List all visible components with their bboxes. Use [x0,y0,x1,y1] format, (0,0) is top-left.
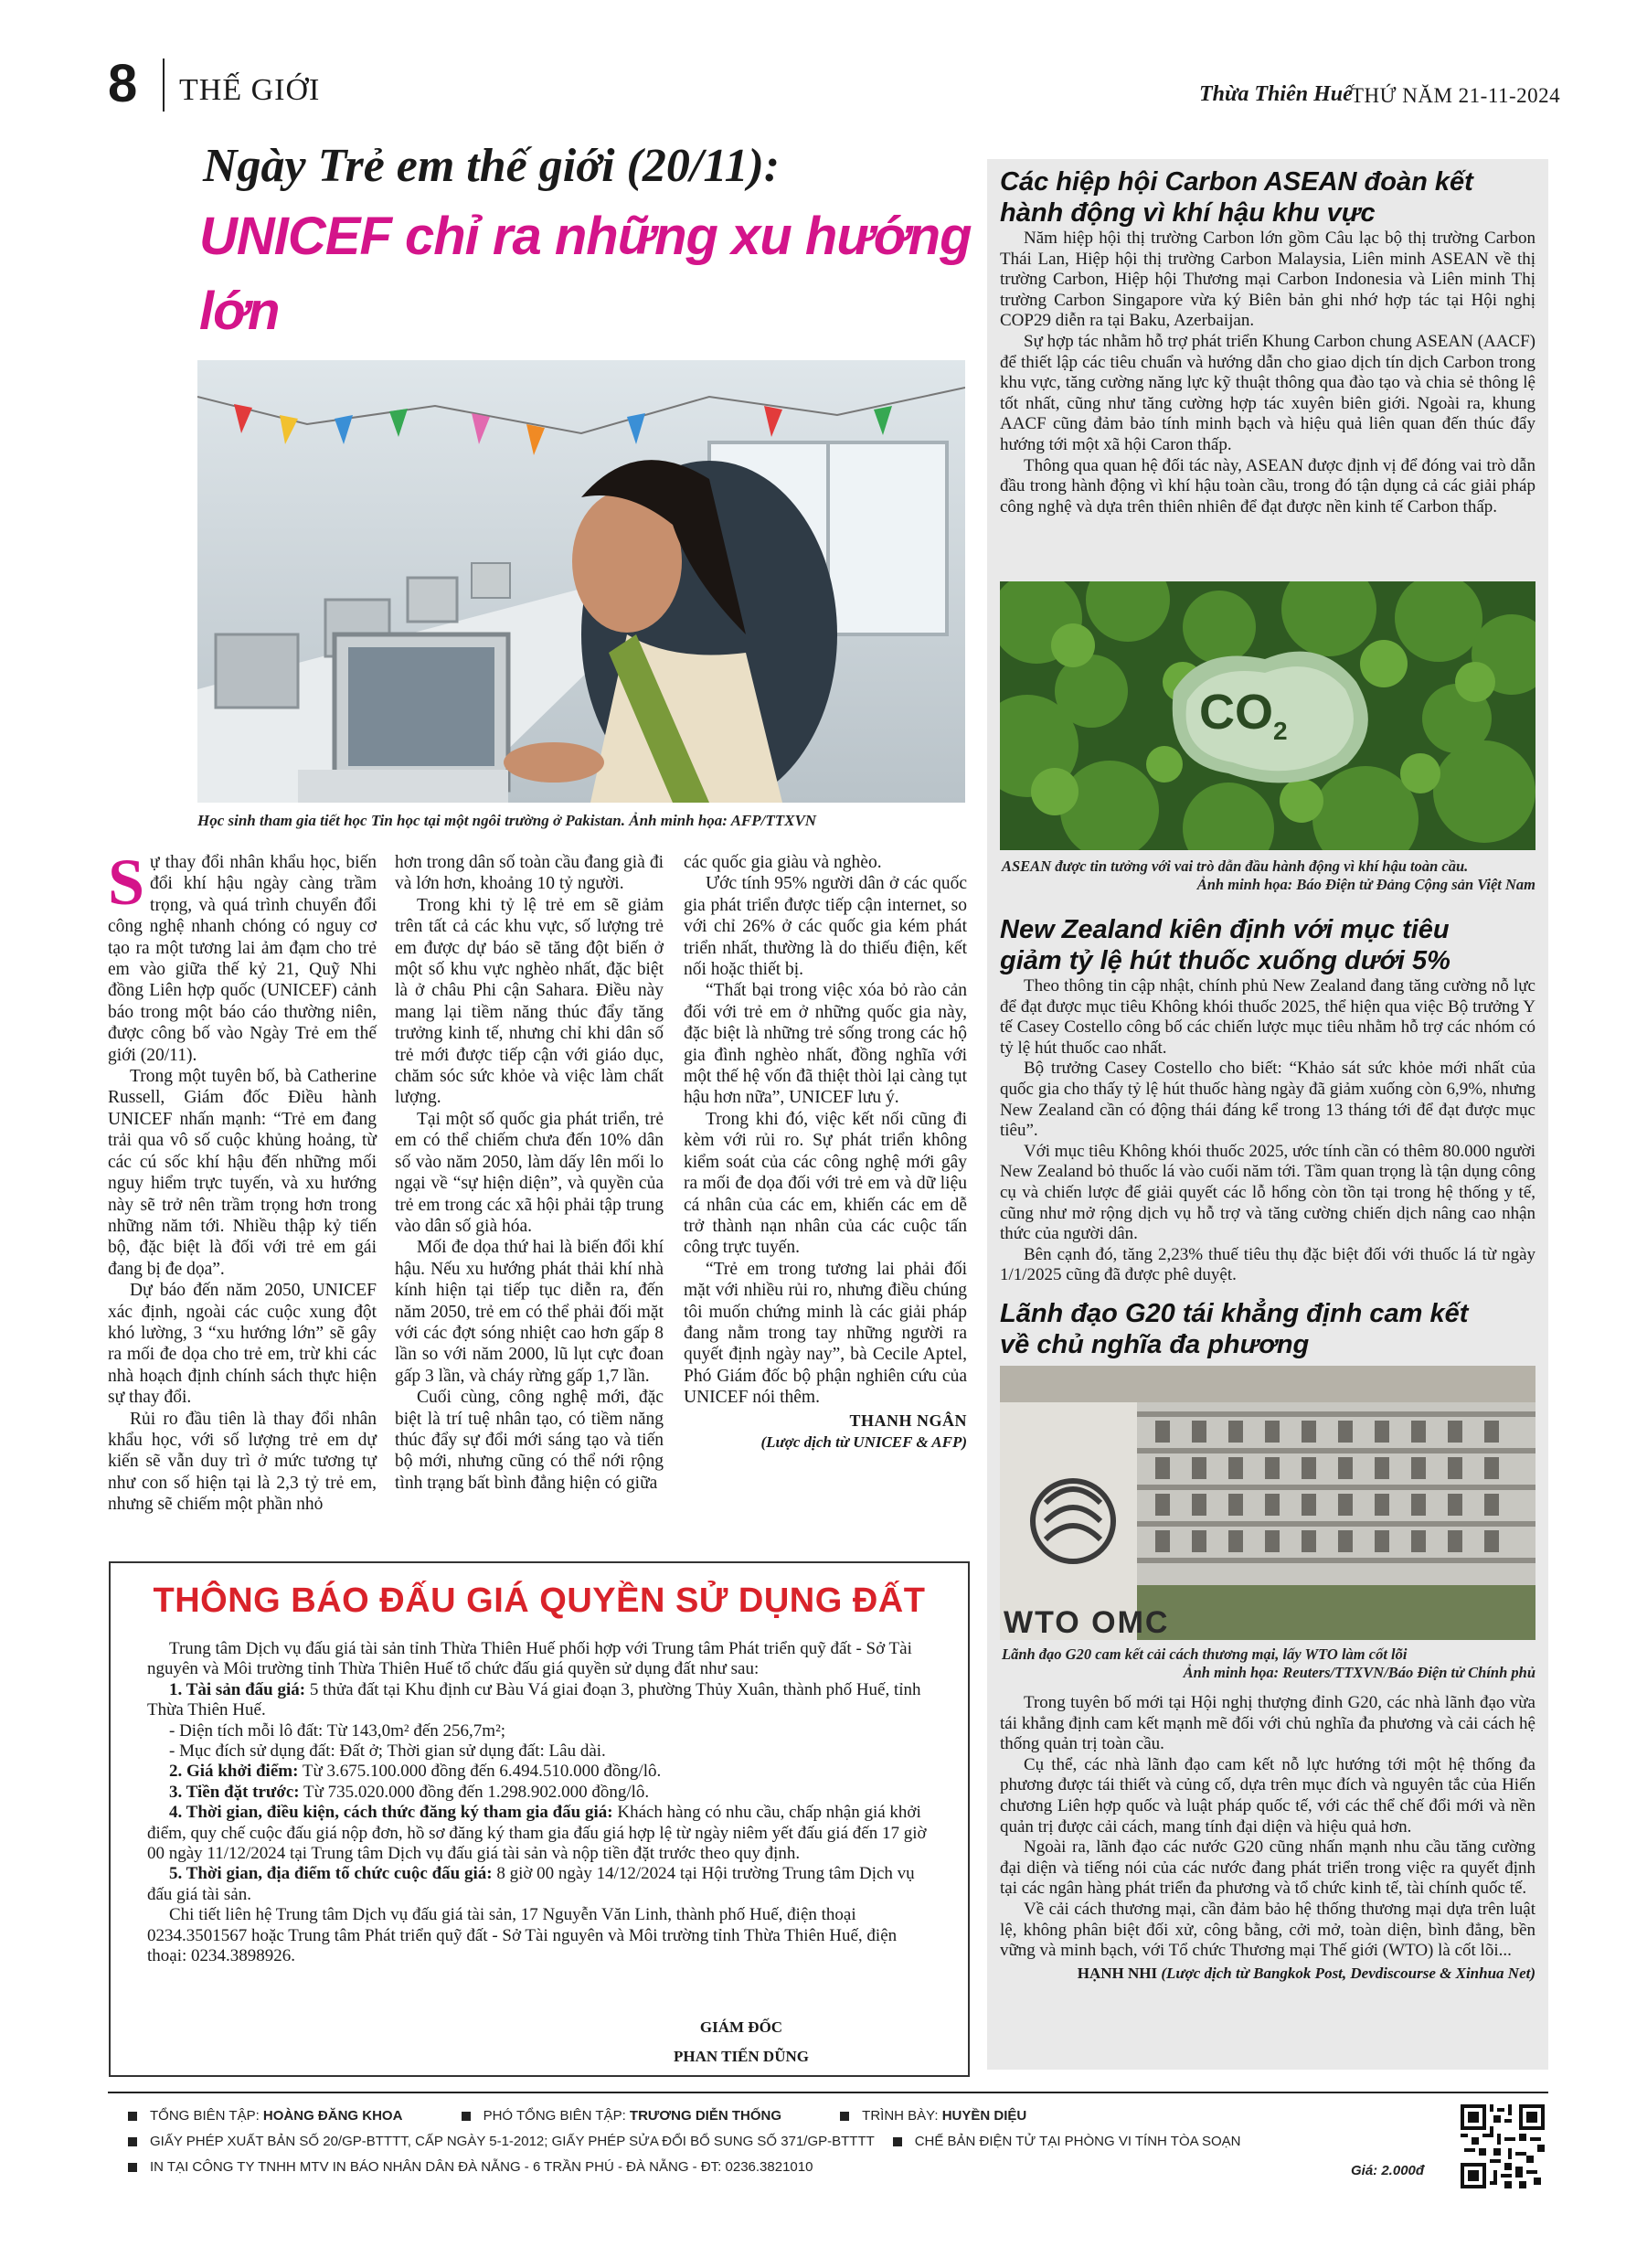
classroom-illustration [197,360,965,803]
drop-cap: S [108,846,145,919]
story-1-paragraph: Sự hợp tác nhằm hỗ trợ phát triển Khung Carbon chung ASEAN (AACF) để thiết lập các tiêu chuẩn và hướng dẫn cho giao dịch tín dịch Carbon trong khu vực, tăng cường năng lực kỹ thuật thông qua đào tạo và chia sẻ thông lệ tốt nhất, cũng như tăng cường hợp tác xuyên biên giới. Ngoài ra, khung AACF cũng đảm bảo tính minh bạch và hiệu quả liên quan đến thúc đẩy hướng tới một xã hội Caron thấp. [1000,331,1535,454]
story-3-paragraph: Về cải cách thương mại, cần đảm bảo hệ thống thương mại dựa trên luật lệ, không phân biệt đối xử, công bằng, cởi mở, toàn diện, bình đẳng, bền vững và minh bạch, với Tổ chức Thương mại Thế giới (WTO) là cốt lõi... [1000,1899,1535,1961]
notice-item-5-text: 8 giờ 00 ngày 14/12/2024 tại Hội trường Trung tâm Dịch vụ đấu giá tài sản. [147,1864,915,1904]
notice-item-2-text: Từ 3.675.100.000 đồng đến 6.494.510.000 đồng/lô. [298,1762,662,1782]
article-source-note: (Lược dịch từ UNICEF & AFP) [760,1432,967,1451]
layout-label: TRÌNH BÀY: [862,2108,939,2124]
masthead: Thừa Thiên Huế [1199,82,1353,106]
column-3-paragraph: các quốc gia giàu và nghèo. [684,853,882,872]
story-3-source-note: (Lược dịch từ Bangkok Post, Devdiscourse & Xinhua Net) [1161,1964,1535,1982]
notice-item-1-text: 5 thửa đất tại Khu định cư Bàu Vá giai đoạn 3, phường Thủy Xuân, thành phố Huế, tỉnh Thừa Thiên Huế. [147,1679,921,1720]
footer-credits-row-3 [128,2159,1225,2175]
notice-item-1-area: - Diện tích mỗi lô đất: Từ 143,0m² đến 256,7m²; [169,1720,506,1741]
footer-rule [108,2092,1548,2093]
story-1-image-caption [1002,857,1535,894]
story-3-image-caption [1002,1645,1535,1682]
column-3-paragraph: “Trẻ em trong tương lai phải đối mặt với nhiều rủi ro, nhưng điều chúng tôi muốn chứng minh là các giải pháp đang nằm trong tay những người ra quyết định ngày nay”, bà Cecile Aptel, Phó Giám đốc bộ phận nghiên cứu của UNICEF nói thêm. [684,1259,967,1408]
main-image-caption: Học sinh tham gia tiết học Tin học tại một ngôi trường ở Pakistan. Ảnh minh họa: AFP/TTXVN [197,812,817,829]
license-info: GIẤY PHÉP XUẤT BẢN SỐ 20/GP-BTTTT, CẤP NGÀY 5-1-2012; GIẤY PHÉP SỬA ĐỔI BỔ SUNG SỐ 371/GP-BTTTT [150,2134,875,2149]
story-1-caption-line-1: ASEAN được tin tưởng với vai trò dẫn đầu hành động vì khí hậu toàn cầu. [1002,857,1469,875]
co2-text: CO [1199,685,1273,740]
editor-label: TỔNG BIÊN TẬP: [150,2108,260,2124]
story-1-caption-credit: Ảnh minh họa: Báo Điện tử Đảng Cộng sản Việt Nam [1196,876,1535,893]
story-1-body [1000,229,1535,517]
story-1-title-line-1: Các hiệp hội Carbon ASEAN đoàn kết [1000,167,1473,197]
bullet-square-icon [128,2137,137,2146]
notice-item-4-label: 4. Thời gian, điều kiện, cách thức đăng ký tham gia đấu giá: [169,1803,613,1823]
story-3-title-line-2: về chủ nghĩa đa phương [1000,1330,1310,1359]
notice-contact: Chi tiết liên hệ Trung tâm Dịch vụ đấu giá tài sản, 17 Nguyễn Văn Linh, thành phố Huế, điện thoại 0234.3501567 hoặc Trung tâm Phát triển quỹ đất - Sở Tài nguyên và Môi trường tỉnh Thừa Thiên Huế, điện thoại: 0234.3898926. [147,1905,898,1966]
notice-item-3-text: Từ 735.020.000 đồng đến 1.298.902.000 đồng/lô. [299,1782,650,1802]
story-3-title [1000,1298,1548,1360]
story-2-title-line-1: New Zealand kiên định với mục tiêu [1000,915,1450,944]
story-1-paragraph: Thông qua quan hệ đối tác này, ASEAN được định vị để đóng vai trò dẫn đầu trong hành động vì khí hậu toàn cầu, trong đó tận dụng cả các giải pháp công nghệ và dựa trên thiên nhiên để đạt được nền kinh tế Carbon thấp. [1000,455,1535,516]
land-auction-notice [109,1561,970,2077]
column-1-paragraph: Dự báo đến năm 2050, UNICEF xác định, ngoài các cuộc xung đột khó lường, 3 “xu hướng lớn” sẽ gây ra mối đe dọa cho trẻ em, trừ khi các nhà hoạch định chính sách thực hiện sự thay đổi. [108,1281,377,1408]
story-3-paragraph: Trong tuyên bố mới tại Hội nghị thượng đỉnh G20, các nhà lãnh đạo vừa tái khẳng định cam kết mạnh mẽ đối với chủ nghĩa đa phương và cải cách hệ thống quản trị toàn cầu. [1000,1693,1535,1754]
article-column-2 [395,852,664,1494]
story-2-paragraph: Bộ trưởng Casey Costello cho biết: “Khảo sát sức khỏe mới nhất của quốc gia cho thấy tỷ lệ hút thuốc hàng ngày đã giảm xuống còn 6,9%, nhưng New Zealand cần có động thái đáng kể trong 13 tháng tới để đạt được mục tiêu”. [1000,1059,1535,1141]
story-3-body [1000,1693,1535,1984]
notice-item-2-label: 2. Giá khởi điểm: [169,1762,299,1782]
page-number: 8 [108,54,138,113]
footer-credits-row-1 [128,2108,1417,2124]
notice-item-1-label: 1. Tài sản đấu giá: [169,1679,306,1699]
column-1-paragraph: Trong một tuyên bố, bà Catherine Russell, Giám đốc Điều hành UNICEF nhấn mạnh: “Trẻ em đang trải qua vô số cuộc khủng hoảng, từ các cú sốc khí hậu đến những mối nguy hiểm trực tuyến, và xu hướng này sẽ trở nên trầm trọng hơn trong những năm tới. Nhiều thập kỷ tiến bộ, đặc biệt là đối với trẻ em gái đang bị đe dọa”. [108,1067,377,1279]
notice-item-3-label: 3. Tiền đặt trước: [169,1782,300,1802]
article-byline: THANH NGÂN [849,1411,967,1430]
layout-name: HUYỀN DIỆU [941,2108,1027,2124]
bullet-square-icon [462,2112,471,2121]
article-column-3 [684,852,967,1453]
article-kicker: Ngày Trẻ em thế giới (20/11): [203,140,781,192]
column-1-paragraph: Rủi ro đầu tiên là thay đổi nhân khẩu học, với số lượng trẻ em dự kiến sẽ vẫn duy trì ở mức tương tự như con số hiện tại là 2,3 tỷ trẻ em, nhưng sẽ chiếm một phần nhỏ [108,1409,377,1515]
co2-label [1199,684,1288,746]
story-3-title-line-1: Lãnh đạo G20 tái khẳng định cam kết [1000,1299,1469,1328]
price-label: Giá: 2.000đ [1351,2163,1425,2178]
notice-item-1-purpose: - Mục đích sử dụng đất: Đất ở; Thời gian sử dụng đất: Lâu dài. [169,1741,606,1762]
column-1-paragraph: ự thay đổi nhân khẩu học, biến đổi khí hậu ngày càng trầm trọng, và quá trình chuyển đổi công nghệ nhanh chóng có nguy cơ tạo ra một tương lai ảm đạm cho trẻ em vào giữa thế kỷ 21, Quỹ Nhi đồng Liên hợp quốc (UNICEF) cảnh báo trong một báo cáo thường niên, được công bố vào Ngày Trẻ em thế giới (20/11). [108,853,377,1065]
bullet-square-icon [128,2163,137,2172]
notice-item-1 [147,1680,931,1721]
story-2-title [1000,914,1548,976]
notice-signature [622,2013,860,2071]
notice-item-5 [147,1864,931,1905]
notice-item-3 [147,1783,931,1803]
wto-sign: WTO OMC [1004,1605,1170,1640]
column-2-paragraph: Trong khi tỷ lệ trẻ em sẽ giảm trên tất cả các khu vực, số lượng trẻ em được dự báo sẽ tăng đột biến ở một số khu vực nghèo nhất, đặc biệt là ở châu Phi cận Sahara. Điều này mang lại tiềm năng thúc đẩy tăng trưởng kinh tế, nhưng chỉ khi dân số trẻ mới được tiếp cận với giáo dục, chăm sóc sức khỏe và việc làm chất lượng. [395,895,664,1108]
story-2-paragraph: Bên cạnh đó, tăng 2,23% thuế tiêu thụ đặc biệt đối với thuốc lá từ ngày 1/1/2025 cũng đã được phê duyệt. [1000,1244,1535,1285]
story-3-author: HẠNH NHI [1077,1964,1158,1982]
notice-intro: Trung tâm Dịch vụ đấu giá tài sản tỉnh Thừa Thiên Huế phối hợp với Trung tâm Phát triển quỹ đất - Sở Tài nguyên và Môi trường tỉnh Thừa Thiên Huế tổ chức đấu giá quyền sử dụng đất như sau: [147,1639,912,1679]
deputy-name: TRƯƠNG DIỄN THỐNG [629,2108,781,2124]
notice-item-4-text: Khách hàng có nhu cầu, chấp nhận giá khởi điểm, quy chế cuộc đấu giá nộp đơn, hồ sơ đăng ký tham gia đấu giá hợp lệ từ ngày niêm yết đấu giá đến 17 giờ 00 ngày 11/12/2024 tại Trung tâm Dịch vụ đấu giá tài sản và nộp tiền đặt trước theo quy định. [147,1803,927,1864]
issue-date: THỨ NĂM 21-11-2024 [1351,84,1561,107]
header-divider [163,59,165,112]
section-name: THẾ GIỚI [179,73,321,107]
column-2-paragraph: Tại một số quốc gia phát triển, trẻ em có thể chiếm chưa đến 10% dân số vào năm 2050, làm dấy lên mối lo ngại về “sự hiện diện”, và quyền của trẻ em trong các xã hội phải tập trung vào dân số già hóa. [395,1109,664,1236]
signer-name: PHAN TIẾN DŨNG [674,2048,809,2065]
typeset-info: CHẾ BẢN ĐIỆN TỬ TẠI PHÒNG VI TÍNH TÒA SOẠN [914,2134,1241,2149]
story-3-paragraph: Ngoài ra, lãnh đạo các nước G20 cũng nhấn mạnh nhu cầu tăng cường đại diện và tiếng nói của các nước đang phát triển trong việc ra quyết định tại các ngân hàng phát triển đa phương và tổ chức kinh tế, tài chính quốc tế. [1000,1837,1535,1899]
wto-building-illustration [1000,1366,1535,1640]
co2-subscript: 2 [1273,716,1288,745]
story-3-caption-credit: Ảnh minh họa: Reuters/TTXVN/Báo Điện tử Chính phủ [1183,1664,1535,1681]
column-3-paragraph: Trong khi đó, việc kết nối cũng đi kèm với rủi ro. Sự phát triển không kiểm soát của các công nghệ mới gây ra mối đe dọa đối với trẻ em và dữ liệu cá nhân của các em, khiến các em dễ trở thành nạn nhân của các cuộc tấn công trực tuyến. [684,1109,967,1258]
printer-info: IN TẠI CÔNG TY TNHH MTV IN BÁO NHÂN DÂN ĐÀ NẴNG - 6 TRẦN PHÚ - ĐÀ NẴNG - ĐT: 0236.3821010 [150,2159,813,2175]
story-2-paragraph: Với mục tiêu Không khói thuốc 2025, ước tính cần có thêm 80.000 người New Zealand bỏ thuốc lá vào cuối năm tới. Tầm quan trọng là tận dụng công cụ và chiến lược để giải quyết các lỗ hổng còn tồn tại trong hệ thống y tế, cũng như mở rộng dịch vụ hỗ trợ và tăng cường chiến dịch nâng cao nhận thức của người dân. [1000,1141,1535,1244]
wto-building-photo [1000,1366,1535,1640]
headline-line-1: UNICEF chỉ ra những xu hướng lớn [199,207,972,341]
notice-item-5-label: 5. Thời gian, địa điểm tổ chức cuộc đấu giá: [169,1864,493,1884]
column-3-paragraph: “Thất bại trong việc xóa bỏ rào cản đối với trẻ em ở những quốc gia này, đặc biệt là những trẻ sống trong các hộ gia đình nghèo nhất, đồng nghĩa với một thế hệ vốn đã thiệt thòi lại càng tụt hậu hơn nữa”, UNICEF lưu ý. [684,981,967,1108]
notice-item-2 [147,1762,931,1782]
bullet-square-icon [893,2137,902,2146]
qr-code-graphic [1461,2104,1545,2188]
notice-body [147,1639,931,1967]
footer-credits-row-2 [128,2134,1462,2149]
notice-item-4 [147,1803,931,1864]
article-column-1 [108,846,377,1516]
story-3-caption-line-1: Lãnh đạo G20 cam kết cải cách thương mại, lấy WTO làm cốt lõi [1002,1645,1408,1663]
notice-title: THÔNG BÁO ĐẤU GIÁ QUYỀN SỬ DỤNG ĐẤT [153,1581,926,1620]
column-2-paragraph: Cuối cùng, công nghệ mới, đặc biệt là trí tuệ nhân tạo, có tiềm năng thúc đẩy sự đổi mới sáng tạo và tiến bộ mới, nhưng cũng có thể nới rộng tình trạng bất bình đẳng hiện có giữa [395,1388,664,1493]
editor-name: HOÀNG ĐĂNG KHOA [262,2108,403,2124]
signer-title: GIÁM ĐỐC [699,2018,783,2036]
co2-forest-photo [1000,581,1535,850]
column-2-paragraph: hơn trong dân số toàn cầu đang già đi và lớn hơn, khoảng 10 tỷ người. [395,853,664,894]
story-2-title-line-2: giảm tỷ lệ hút thuốc xuống dưới 5% [1000,946,1450,975]
bullet-square-icon [840,2112,849,2121]
bullet-square-icon [128,2112,137,2121]
story-3-byline [1000,1964,1535,1985]
story-1-title-line-2: hành động vì khí hậu khu vực [1000,198,1376,228]
story-3-paragraph: Cụ thể, các nhà lãnh đạo cam kết nỗ lực hướng tới một hệ thống đa phương được tái thiết và củng cố, dựa trên mục đích và nguyên tắc của Hiến chương Liên hợp quốc và luật pháp quốc tế, với các thể chế đổi mới và nền quản trị được cải cách, mang tính đại diện và hiệu quả hơn. [1000,1754,1535,1837]
classroom-photo [197,360,965,803]
qr-code-icon[interactable] [1461,2104,1545,2188]
story-1-paragraph: Năm hiệp hội thị trường Carbon lớn gồm Câu lạc bộ thị trường Carbon Thái Lan, Hiệp hội thị trường Carbon Malaysia, Liên minh ASEAN về thị trường Carbon, Hiệp hội Thương mại Carbon Indonesia và Liên minh Thị trường Carbon Singapore vừa ký Biên bản ghi nhớ hợp tác tại Hội nghị COP29 diễn ra tại Baku, Azerbaijan. [1000,229,1535,331]
story-1-title [1000,166,1548,229]
column-2-paragraph: Mối đe dọa thứ hai là biến đổi khí hậu. Nếu xu hướng phát thải khí nhà kính hiện tại tiếp tục diễn ra, đến năm 2050, trẻ em có thể phải đối mặt với các đợt sóng nhiệt cao hơn gấp 8 lần so với năm 2000, lũ lụt cực đoan gấp 3 lần, và cháy rừng gấp 1,7 lần. [395,1238,664,1386]
deputy-label: PHÓ TỔNG BIÊN TẬP: [483,2108,626,2124]
column-3-paragraph: Ước tính 95% người dân ở các quốc gia phát triển được tiếp cận internet, so với chỉ 26% ở các quốc gia kém phát triển nhất, thường là do thiếu điện, kết nối hoặc thiết bị. [684,874,967,980]
story-2-body [1000,976,1535,1286]
story-2-paragraph: Theo thông tin cập nhật, chính phủ New Zealand đang tăng cường nỗ lực để đạt được mục tiêu Không khói thuốc 2025, thể hiện qua việc Bộ trưởng Y tế Casey Costello công bố các chiến lược mục tiêu nhằm hỗ trợ các nhóm có tỷ lệ hút thuốc cao nhất. [1000,976,1535,1058]
